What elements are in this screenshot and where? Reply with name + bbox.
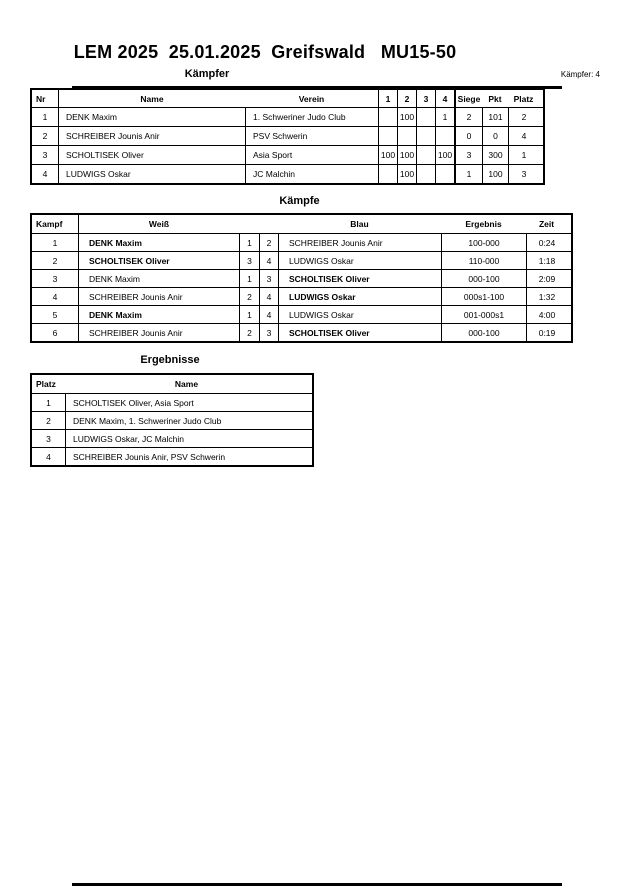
bout-result: 001-000s1 [441,306,526,323]
bout-time: 1:32 [526,288,567,305]
result-row [32,447,312,465]
bouts-table [30,213,573,343]
fighter-place: 3 [508,165,539,183]
column-header-blue-nr [259,215,278,233]
bout-white-fighter: SCHREIBER Jounis Anir [78,288,239,305]
column-header-4: 4 [435,90,454,107]
bout-white-fighter: DENK Maxim [78,234,239,251]
bout-blue-nr: 2 [259,234,278,251]
score-vs-4: 100 [435,146,454,164]
bout-row [32,323,571,341]
score-vs-3 [416,127,435,145]
bout-result: 000-100 [441,270,526,287]
fighter-wins: 1 [454,165,482,183]
fighter-count-label: Kämpfer: 4 [560,70,600,79]
score-vs-1: 100 [378,146,397,164]
fighter-name: SCHREIBER Jounis Anir [58,127,245,145]
fighters-table-header [32,90,543,107]
column-header-platz: Platz [513,93,534,104]
bout-number: 1 [52,237,58,248]
column-header-2: 2 [397,90,416,107]
bout-white-nr: 1 [239,306,259,323]
bout-blue-fighter: LUDWIGS Oskar [278,252,441,269]
bout-white-fighter: DENK Maxim [78,270,239,287]
fighter-nr: 3 [42,150,48,160]
score-vs-2: 100 [397,108,416,126]
bout-white-nr: 1 [239,234,259,251]
bout-row [32,233,571,251]
fighter-wins: 2 [454,108,482,126]
result-row [32,393,312,411]
score-vs-4: 1 [435,108,454,126]
bout-time: 4:00 [526,306,567,323]
bout-blue-fighter: SCHOLTISEK Oliver [278,324,441,341]
bout-number: 2 [52,255,58,266]
column-header-nr: Nr [36,93,46,104]
bout-white-nr: 2 [239,324,259,341]
column-header-kampf: Kampf [36,219,63,229]
bout-blue-nr: 3 [259,270,278,287]
bout-result: 110-000 [441,252,526,269]
score-vs-2: 100 [397,146,416,164]
fighter-wins: 0 [454,127,482,145]
fighter-row [32,145,543,164]
bout-white-nr: 3 [239,252,259,269]
fighter-name: LUDWIGS Oskar [58,165,245,183]
result-name: SCHREIBER Jounis Anir, PSV Schwerin [65,448,308,465]
column-header-platz: Platz [36,379,56,389]
fighter-points: 100 [482,165,508,183]
fighter-place: 1 [508,146,539,164]
result-name: DENK Maxim, 1. Schweriner Judo Club [65,412,308,429]
footer-rule [72,883,562,886]
bout-row [32,305,571,323]
result-place: 2 [46,415,51,426]
bouts-table-header [32,215,571,233]
column-header-blau: Blau [350,219,369,229]
results-table-header [32,375,312,393]
column-header-name: Name [58,90,245,107]
bout-number: 4 [52,291,58,302]
bout-result: 000-100 [441,324,526,341]
fighter-points: 300 [482,146,508,164]
column-header-name: Name [174,379,199,389]
bout-blue-nr: 4 [259,306,278,323]
score-vs-1 [378,108,397,126]
bout-blue-nr: 3 [259,324,278,341]
column-header-zeit: Zeit [538,219,555,229]
result-row [32,411,312,429]
column-header-weiss: Weiß [78,215,239,233]
fighter-name: DENK Maxim [58,108,245,126]
section-title-kaempfe: Kämpfe [279,195,320,207]
score-vs-4 [435,165,454,183]
bout-result: 100-000 [441,234,526,251]
column-header-1: 1 [378,90,397,107]
fighter-points: 101 [482,108,508,126]
bout-time: 0:24 [526,234,567,251]
bout-row [32,269,571,287]
bout-white-nr: 1 [239,270,259,287]
bout-blue-fighter: SCHREIBER Jounis Anir [278,234,441,251]
result-row [32,429,312,447]
fighter-name: SCHOLTISEK Oliver [58,146,245,164]
fighters-table [30,88,545,185]
score-vs-1 [378,127,397,145]
fighter-club: PSV Schwerin [245,127,378,145]
bout-blue-fighter: LUDWIGS Oskar [278,306,441,323]
bout-result: 000s1-100 [441,288,526,305]
result-place: 4 [46,451,51,462]
fighter-place: 4 [508,127,539,145]
score-vs-1 [378,165,397,183]
bout-time: 2:09 [526,270,567,287]
fighter-wins: 3 [454,146,482,164]
section-title-kaempfer: Kämpfer [184,68,230,80]
bout-blue-nr: 4 [259,288,278,305]
score-vs-4 [435,127,454,145]
bout-blue-fighter: SCHOLTISEK Oliver [278,270,441,287]
column-header-ergebnis: Ergebnis [465,219,502,229]
bout-number: 5 [52,309,58,320]
bout-time: 0:19 [526,324,567,341]
bout-row [32,251,571,269]
fighter-row [32,107,543,126]
fighter-club: 1. Schweriner Judo Club [245,108,378,126]
bout-white-fighter: SCHOLTISEK Oliver [78,252,239,269]
bout-white-fighter: DENK Maxim [78,306,239,323]
bout-white-fighter: SCHREIBER Jounis Anir [78,324,239,341]
bout-blue-nr: 4 [259,252,278,269]
column-header-pkt: Pkt [488,93,502,104]
column-header-verein: Verein [298,93,325,104]
score-vs-2 [397,127,416,145]
results-table [30,373,314,467]
score-vs-3 [416,165,435,183]
fighter-row [32,164,543,183]
bout-number: 6 [52,327,58,338]
fighter-points: 0 [482,127,508,145]
bout-row [32,287,571,305]
bout-time: 1:18 [526,252,567,269]
fighter-nr: 2 [42,131,48,141]
column-header-3: 3 [416,90,435,107]
bout-blue-fighter: LUDWIGS Oskar [278,288,441,305]
score-vs-3 [416,146,435,164]
fighter-row [32,126,543,145]
result-name: LUDWIGS Oskar, JC Malchin [65,430,308,447]
column-header-siege: Siege [454,90,482,107]
bout-white-nr: 2 [239,288,259,305]
score-vs-3 [416,108,435,126]
score-vs-2: 100 [397,165,416,183]
fighter-nr: 1 [42,112,48,122]
fighter-nr: 4 [42,169,48,179]
fighter-club: JC Malchin [245,165,378,183]
fighter-club: Asia Sport [245,146,378,164]
bout-number: 3 [52,273,58,284]
section-title-ergebnisse: Ergebnisse [140,354,200,366]
result-place: 1 [46,397,51,408]
result-name: SCHOLTISEK Oliver, Asia Sport [65,394,308,411]
result-place: 3 [46,433,51,444]
page-title: LEM 2025 25.01.2025 Greifswald MU15-50 [73,42,457,62]
fighter-place: 2 [508,108,539,126]
column-header-white-nr [239,215,259,233]
